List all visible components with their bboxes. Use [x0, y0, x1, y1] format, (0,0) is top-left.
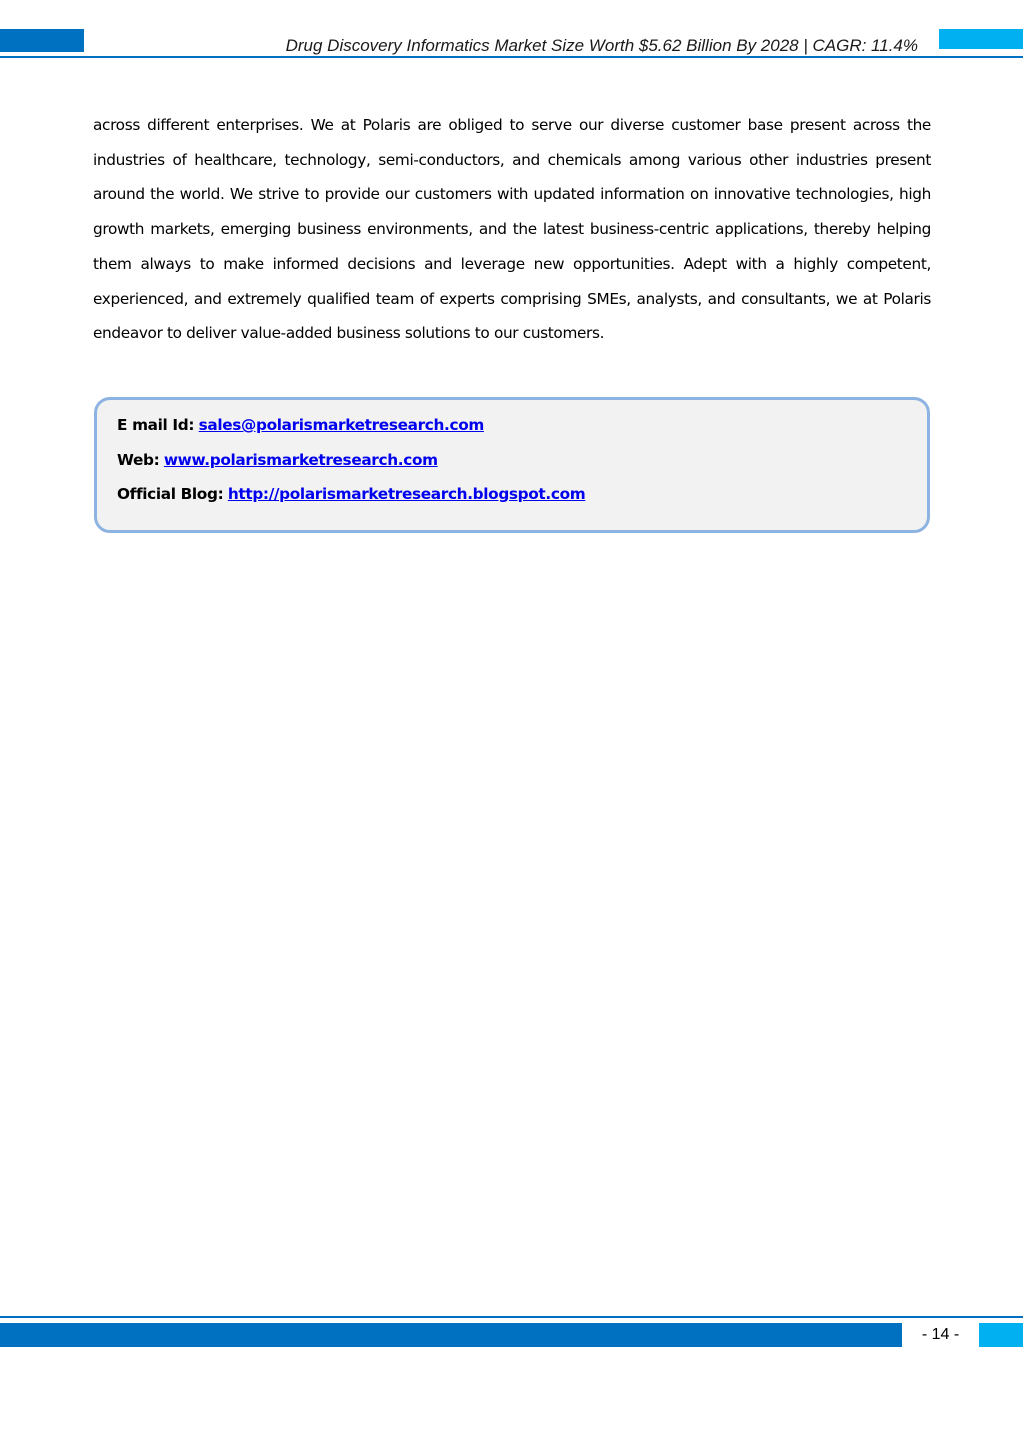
- header-rule: [0, 56, 1023, 58]
- contact-web-link[interactable]: www.polarismarketresearch.com: [163, 451, 438, 469]
- contact-email-link[interactable]: sales@polarismarketresearch.com: [198, 416, 484, 434]
- page-header-title: Drug Discovery Informatics Market Size Worth $5.62 Billion By 2028 | CAGR: 11.4%: [285, 36, 918, 55]
- footer-rule: [0, 1316, 1023, 1318]
- contact-email-label: E mail Id:: [117, 416, 195, 434]
- contact-email-line: [117, 415, 484, 435]
- header-accent-block-left: [0, 29, 84, 52]
- contact-blog-label: Official Blog:: [117, 485, 224, 503]
- contact-box: [94, 397, 930, 533]
- contact-web-label: Web:: [117, 451, 160, 469]
- contact-blog-link[interactable]: http://polarismarketresearch.blogspot.com: [227, 485, 586, 503]
- footer-accent-bar-right: [979, 1323, 1023, 1347]
- footer-accent-bar-left: [0, 1323, 902, 1347]
- contact-blog-line: [117, 484, 585, 504]
- page-number: - 14 -: [921, 1326, 960, 1343]
- header-accent-block-right: [939, 29, 1023, 49]
- body-paragraph: across different enterprises. We at Polaris are obliged to serve our diverse customer base present across the industries of healthcare, technology, semi-conductors, and chemicals among various other industries present around the world. We strive to provide our customers with updated information on innovative technologies, high growth markets, emerging business environments, and the latest business-centric applications, thereby helping them always to make informed decisions and leverage new opportunities. Adept with a highly competent, experienced, and extremely qualified team of experts comprising SMEs, analysts, and consultants, we at Polaris endeavor to deliver value-added business solutions to our customers.: [93, 116, 931, 343]
- contact-web-line: [117, 450, 438, 470]
